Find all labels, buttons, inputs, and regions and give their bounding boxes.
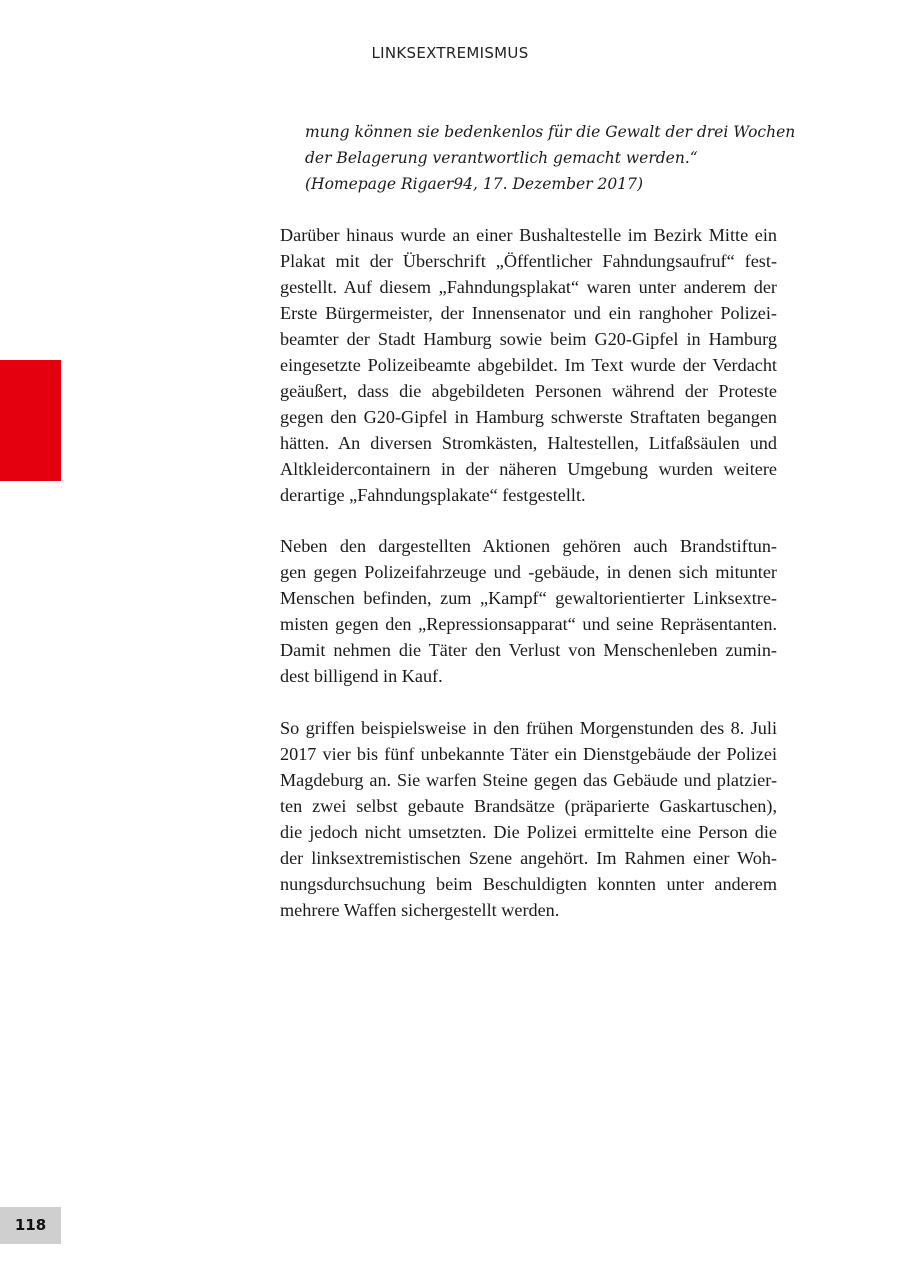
text-line: geäußert, dass die abgebildeten Personen während der Proteste	[280, 381, 777, 401]
text-line: Magdeburg an. Sie warfen Steine gegen das Gebäude und platzier-	[280, 770, 777, 790]
text-line: nungsdurchsuchung beim Beschuldigten konnten unter anderem	[280, 874, 777, 894]
text-line: mehrere Waffen sichergestellt werden.	[280, 900, 560, 920]
quote-source: (Homepage Rigaer94, 17. Dezember 2017)	[305, 175, 644, 193]
text-line: Damit nehmen die Täter den Verlust von Menschenleben zumin-	[280, 640, 777, 660]
text-line: gegen den G20-Gipfel in Hamburg schwerste Straftaten begangen	[280, 407, 777, 427]
text-line: misten gegen den „Repressionsapparat“ und seine Repräsentanten.	[280, 614, 777, 634]
text-line: hätten. An diversen Stromkästen, Haltestellen, Litfaßsäulen und	[280, 433, 777, 453]
running-header: LINKSEXTREMISMUS	[371, 44, 529, 62]
text-line: gen gegen Polizeifahrzeuge und -gebäude, in denen sich mitunter	[280, 562, 777, 582]
text-line: Plakat mit der Überschrift „Öffentlicher Fahndungsaufruf“ fest-	[280, 251, 777, 271]
text-line: gestellt. Auf diesem „Fahndungsplakat“ waren unter anderem der	[280, 277, 777, 297]
text-line: Altkleidercontainern in der näheren Umgebung wurden weitere	[280, 459, 777, 479]
paragraph-1	[280, 222, 777, 508]
text-line: eingesetzte Polizeibeamte abgebildet. Im Text wurde der Verdacht	[280, 355, 777, 375]
block-quote	[305, 119, 796, 197]
paragraph-2	[280, 533, 777, 689]
paragraph-3	[280, 715, 777, 923]
quote-line: mung können sie bedenkenlos für die Gewalt der drei Wochen	[305, 123, 796, 141]
text-line: die jedoch nicht umsetzten. Die Polizei ermittelte eine Person die	[280, 822, 777, 842]
text-line: Erste Bürgermeister, der Innensenator und ein ranghoher Polizei-	[280, 303, 777, 323]
text-line: der linksextremistischen Szene angehört. Im Rahmen einer Woh-	[280, 848, 777, 868]
text-line: Menschen befinden, zum „Kampf“ gewaltorientierter Linksextre-	[280, 588, 777, 608]
text-line: derartige „Fahndungsplakate“ festgestellt.	[280, 485, 586, 505]
text-line: dest billigend in Kauf.	[280, 666, 443, 686]
text-line: 2017 vier bis fünf unbekannte Täter ein Dienstgebäude der Polizei	[280, 744, 777, 764]
quote-line: der Belagerung verantwortlich gemacht werden.“	[305, 149, 698, 167]
text-line: Darüber hinaus wurde an einer Bushaltestelle im Bezirk Mitte ein	[280, 225, 777, 245]
page-number: 118	[0, 1207, 61, 1244]
text-line: ten zwei selbst gebaute Brandsätze (präparierte Gaskartuschen),	[280, 796, 777, 816]
chapter-marker	[0, 360, 61, 481]
text-line: Neben den dargestellten Aktionen gehören auch Brandstiftun-	[280, 536, 777, 556]
text-line: beamter der Stadt Hamburg sowie beim G20-Gipfel in Hamburg	[280, 329, 777, 349]
text-line: So griffen beispielsweise in den frühen Morgenstunden des 8. Juli	[280, 718, 777, 738]
